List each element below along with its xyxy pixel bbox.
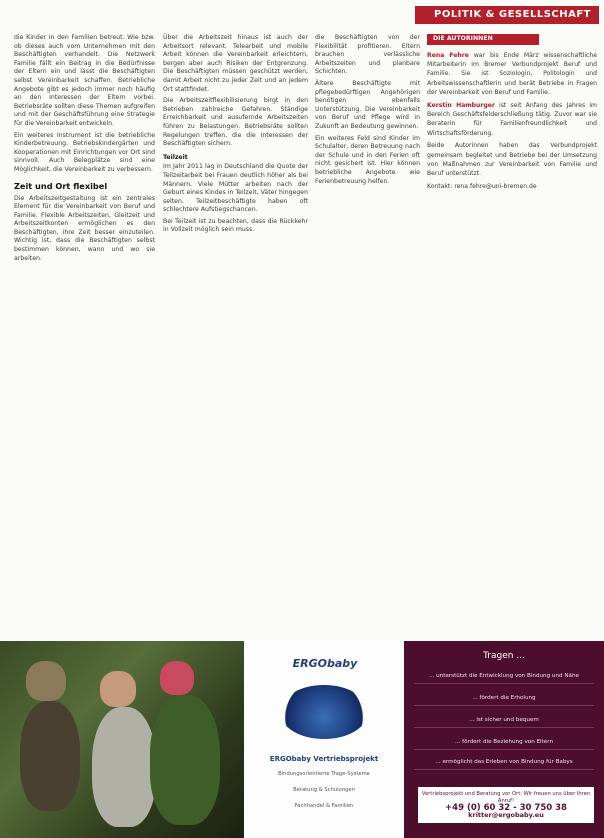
authors-tag: DIE AUTORINNEN [427, 34, 539, 45]
brand-line: Bindungsorientierte Trage-Systeme [278, 771, 370, 777]
paragraph: die Beschäftigten von der Flexibilität profitieren. Eltern brauchen verlässliche Arbeitszeiten und planbare Schichten. [315, 34, 420, 76]
column-2 [163, 34, 308, 238]
phone-number[interactable]: +49 (0) 60 32 - 30 750 38 [445, 803, 567, 813]
author-name: Kerstin Hamburger [427, 101, 495, 109]
advertisement [0, 641, 604, 838]
paragraph: Die Arbeitszeitflexibilisierung birgt in den Betrieben zahlreiche Gefahren. Ständige Erreichbarkeit und ausufernde Arbeitszeiten führen zu Belastungen. Betriebsräte sollten Regelungen treffen, die die Interessen der Beschäftigten sichern. [163, 97, 308, 148]
ad-claim: ... fördert die Beziehung von Eltern [414, 739, 594, 750]
ad-claim: ... fördert die Erholung [414, 695, 594, 706]
author-bio: ist seit Anfang des Jahres im Bereich Geschäftsfelderschließung tätig. Zuvor war sie Beraterin für Familienfreundlichkeit und Wirtschaftsförderung. [427, 101, 597, 137]
ad-claims-panel [404, 641, 604, 838]
contact-info: Vertriebsprojekt und Beratung vor Ort: Wir freuen uns über Ihren Anruf! [421, 791, 591, 804]
author-bio: war bis Ende März wissenschaftliche Mitarbeiterin im Bremer Verbundprojekt Beruf und Familie. Sie ist Soziologin, Politologin und Arbeitswissenschaftlerin und berät Betriebe in Fragen der Vereinbarkeit von Beruf und Familie. [427, 51, 598, 97]
brand-logo: ERGObaby [292, 657, 358, 670]
ad-claim: ... ist sicher und bequem [414, 717, 594, 728]
authors-box [427, 34, 597, 194]
ad-claim: ... unterstützt die Entwicklung von Bindung und Nähe [414, 673, 594, 684]
paragraph: Ältere Beschäftigte mit pflegebedürftigen Angehörigen benötigen ebenfalls Unterstützung. Die Vereinbarkeit von Beruf und Pflege wird in Zukunft an Bedeutung gewinnen. [315, 79, 420, 130]
ad-photo [0, 641, 244, 838]
brand-line: Fachhandel & Familien [294, 803, 354, 809]
ad-title: Tragen ... [483, 651, 525, 661]
paragraph: Ein weiteres Feld sind Kinder im Schulalter, deren Betreuung nach der Schule und in den Ferien oft nicht gesichert ist. Hier können betriebliche Angebote wie Ferienbetreuung helfen. [315, 134, 420, 185]
heading-zeit-und-ort: Zeit und Ort flexibel [14, 180, 108, 191]
paragraph: Die Arbeitszeitgestaltung ist ein zentrales Element für die Vereinbarkeit von Beruf und Familie. Flexible Arbeitszeiten, Gleitzeit und Arbeitszeitkonten ermöglichen es den Beschäftigten, ihre Zeit besser einzuteilen. Wichtig ist, dass die Beschäftigten selbst bestimmen können, wann und wo sie arbeiten. [14, 194, 155, 262]
ad-claim: ... ermöglicht das Erleben von Bindung für Babys [414, 759, 594, 770]
author-name: Rena Fehre [427, 51, 469, 59]
wave-logo-icon [280, 685, 368, 739]
author-contact: Kontakt: rena.fehre@uni-bremen.de [427, 182, 537, 190]
paragraph: Bei Teilzeit ist zu beachten, dass die Rückkehr in Vollzeit möglich sein muss. [163, 217, 308, 234]
column-3 [315, 34, 420, 189]
section-header: POLITIK & GESELLSCHAFT [415, 6, 599, 24]
subheading-teilzeit: Teilzeit [163, 153, 188, 161]
ad-contact-box [418, 787, 594, 823]
paragraph: Über die Arbeitszeit hinaus ist auch der Arbeitsort relevant. Telearbeit und mobile Arbeit können die Vereinbarkeit erleichtern, bergen aber auch Risiken der Entgrenzung. Die Beschäftigten müssen geschützt werden, damit Arbeit nicht zu jeder Zeit und an jedem Ort stattfindet. [163, 34, 308, 93]
paragraph: Im Jahr 2011 lag in Deutschland die Quote der Teilzeitarbeit bei Frauen deutlich höher als bei Männern. Viele Mütter arbeiten nach der Geburt eines Kindes in Teilzeit, Väter hingegen selten. Teilzeitbeschäftigte haben oft schlechtere Aufstiegschancen. [163, 163, 308, 214]
ad-brand-panel [244, 641, 404, 838]
paragraph: Ein weiteres Instrument ist die betriebliche Kinderbetreuung. Betriebskindergärten und Kooperationen mit Einrichtungen vor Ort sind sinnvoll. Auch Belegplätze sind eine Möglichkeit, die Vereinbarkeit zu verbessern. [14, 131, 155, 173]
authors-note: Beide Autorinnen haben das Verbundprojekt gemeinsam begleitet und Betriebe bei der Umsetzung von Maßnahmen zur Vereinbarkeit von Familie und Beruf unterstützt. [427, 142, 597, 178]
column-1 [14, 34, 155, 266]
brand-line: Beratung & Schulungen [293, 787, 355, 793]
brand-name: ERGObaby Vertriebsprojekt [269, 755, 379, 763]
email-link[interactable]: kritter@ergobaby.eu [468, 811, 544, 819]
paragraph: die Kinder in den Familien betreut. Wie bzw. ob dieses auch vom Unternehmen mit den Beschäftigten verhandelt. Die Netzwerk Familie fällt ein Beitrag in die Bedürfnisse der Eltern ein und lässt die Beschäftigten selbst Vereinbarkeit schaffen. Betriebliche Angebote gibt es jedoch immer noch häufig an den Interessen der Eltern vorbei. Betriebsräte sollten diese Themen aufgreifen und mit der Geschäftsführung eine Strategie für die Vereinbarkeit entwickeln. [14, 34, 155, 127]
